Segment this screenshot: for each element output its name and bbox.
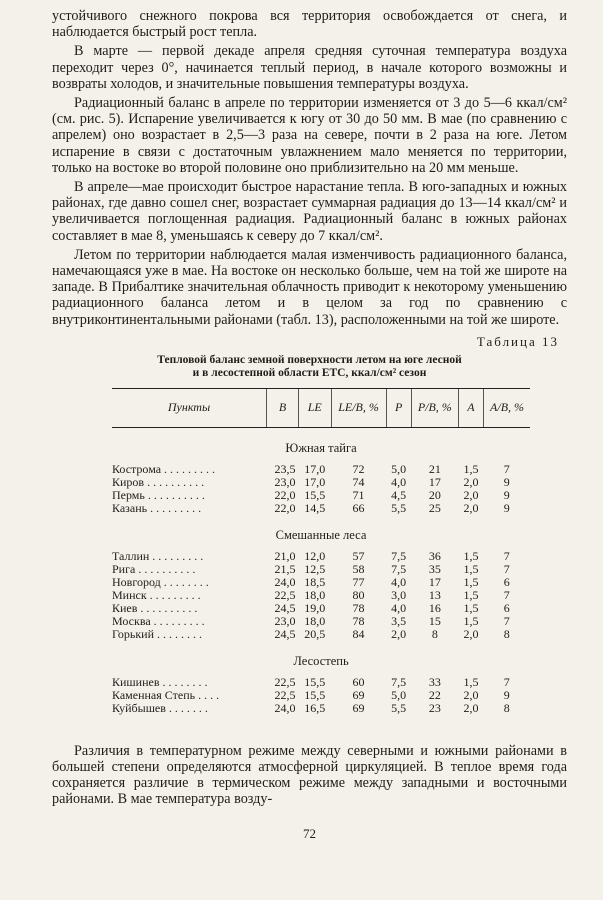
- value-cell: 4,0: [391, 600, 407, 615]
- place-name-cell: Киев . . . . . . . . . .: [112, 600, 198, 615]
- place-name-cell: Куйбышев . . . . . . .: [112, 700, 208, 715]
- value-cell: 4,0: [391, 574, 407, 589]
- value-cell: 2,0: [463, 487, 479, 502]
- table-row: [112, 489, 530, 502]
- value-cell: 8: [503, 626, 510, 641]
- value-cell: 1,5: [463, 600, 479, 615]
- table-row: [112, 502, 530, 515]
- value-cell: 9: [503, 687, 510, 702]
- section-row: [112, 641, 530, 676]
- paragraph-2: В марте — первой декаде апреля средняя суточная температура воздуха переходит через 0°, начинается теплый период, в начале которого возможны и возвраты холодов, и значительные повышения температуры воздуха.: [52, 43, 567, 92]
- value-cell: 5,0: [391, 687, 407, 702]
- paragraph-1: устойчивого снежного покрова вся территория освобождается от снега, и наблюдается быстрый рост тепла.: [52, 8, 567, 41]
- value-cell: 24,0: [274, 574, 296, 589]
- value-cell: 1,5: [463, 613, 479, 628]
- table-row: [112, 576, 530, 589]
- value-cell: 36: [428, 548, 441, 563]
- value-cell: 14,5: [304, 500, 326, 515]
- table-row: [112, 615, 530, 628]
- value-cell: 4,0: [391, 474, 407, 489]
- value-cell: 24,5: [274, 600, 296, 615]
- value-cell: 2,0: [463, 474, 479, 489]
- value-cell: 18,0: [304, 587, 326, 602]
- place-name-cell: Киров . . . . . . . . . .: [112, 474, 205, 489]
- place-name-cell: Казань . . . . . . . . .: [112, 500, 202, 515]
- value-cell: 74: [352, 474, 365, 489]
- header-le: LE: [299, 388, 332, 427]
- value-cell: 12,5: [304, 561, 326, 576]
- header-p-b: P/B, %: [411, 388, 458, 427]
- place-name-cell: Кострома . . . . . . . . .: [112, 461, 216, 476]
- value-cell: 5,5: [391, 500, 407, 515]
- table-title: [52, 354, 567, 380]
- value-cell: 23,5: [274, 461, 296, 476]
- value-cell: 22,0: [274, 500, 296, 515]
- value-cell: 7,5: [391, 548, 407, 563]
- section-heading: Смешанные леса: [275, 527, 367, 542]
- paragraph-5: Летом по территории наблюдается малая изменчивость радиационного баланса, намечающаяся уже в мае. На востоке он несколько больше, чем на той же широте на западе. В Прибалтике значительная облачность приводит к некоторому уменьшению радиационного баланса летом и в целом за год по сравнению с внутриконтинентальными районами (табл. 13), расположенными на той же широте.: [52, 246, 567, 328]
- table-title-line-1: Тепловой баланс земной поверхности летом на юге лесной: [157, 353, 462, 366]
- value-cell: 12,0: [304, 548, 326, 563]
- table-row: [112, 628, 530, 641]
- header-a-b: A/B, %: [484, 388, 530, 427]
- value-cell: 15,5: [304, 674, 326, 689]
- place-name-cell: Новгород . . . . . . . .: [112, 574, 209, 589]
- value-cell: 16: [428, 600, 441, 615]
- table-title-line-2: и в лесостепной области ЕТС, ккал/см² сезон: [192, 366, 427, 379]
- value-cell: 17,0: [304, 461, 326, 476]
- value-cell: 21,0: [274, 548, 296, 563]
- table-row: [112, 563, 530, 576]
- value-cell: 35: [428, 561, 441, 576]
- heat-balance-table: [112, 388, 530, 715]
- value-cell: 22: [428, 687, 441, 702]
- value-cell: 2,0: [463, 626, 479, 641]
- section-heading: Южная тайга: [285, 440, 357, 455]
- section-row: [112, 515, 530, 550]
- value-cell: 5,5: [391, 700, 407, 715]
- value-cell: 23: [428, 700, 441, 715]
- paragraph-6: Различия в температурном режиме между северными и южными районами в большей степени определяются атмосферной циркуляцией. В теплое время года сохраняется различие в термическом режиме между западными и восточными районами. В мае температура возду-: [52, 742, 567, 808]
- value-cell: 80: [352, 587, 365, 602]
- value-cell: 57: [352, 548, 365, 563]
- value-cell: 7: [503, 613, 510, 628]
- value-cell: 15,5: [304, 487, 326, 502]
- value-cell: 20: [428, 487, 441, 502]
- table-row: [112, 676, 530, 689]
- value-cell: 2,0: [391, 626, 407, 641]
- value-cell: 21,5: [274, 561, 296, 576]
- table-row: [112, 476, 530, 489]
- value-cell: 78: [352, 600, 365, 615]
- table-caption: Таблица 13: [476, 333, 559, 349]
- value-cell: 69: [352, 687, 365, 702]
- table-row: [112, 702, 530, 715]
- value-cell: 7: [503, 561, 510, 576]
- table-row: [112, 550, 530, 563]
- header-a: A: [458, 388, 483, 427]
- header-le-b: LE/B, %: [331, 388, 386, 427]
- value-cell: 78: [352, 613, 365, 628]
- value-cell: 58: [352, 561, 365, 576]
- value-cell: 9: [503, 474, 510, 489]
- value-cell: 21: [428, 461, 441, 476]
- value-cell: 25: [428, 500, 441, 515]
- value-cell: 16,5: [304, 700, 326, 715]
- value-cell: 84: [352, 626, 365, 641]
- place-name-cell: Таллин . . . . . . . . .: [112, 548, 204, 563]
- value-cell: 8: [503, 700, 510, 715]
- value-cell: 22,0: [274, 487, 296, 502]
- value-cell: 60: [352, 674, 365, 689]
- header-p: P: [386, 388, 411, 427]
- value-cell: 22,5: [274, 687, 296, 702]
- value-cell: 9: [503, 487, 510, 502]
- value-cell: 23,0: [274, 613, 296, 628]
- place-name-cell: Рига . . . . . . . . . .: [112, 561, 196, 576]
- value-cell: 71: [352, 487, 365, 502]
- section-heading: Лесостепь: [293, 653, 349, 668]
- header-b: B: [267, 388, 299, 427]
- value-cell: 4,5: [391, 487, 407, 502]
- value-cell: 9: [503, 500, 510, 515]
- table-row: [112, 589, 530, 602]
- paragraph-3: Радиационный баланс в апреле по территории изменяется от 3 до 5—6 ккал/см² (см. рис. 5). Испарение увеличивается к югу от 30 до 50 мм. В мае (по сравнению с апрелем) оно возрастает в 2,5—3 раза на севере, почти в 2 раза на юге. Летом испарение в связи с достаточным увлажнением мало меняется по территории, только на востоке во второй половине оно приблизительно на 20 мм меньше.: [52, 95, 567, 176]
- header-place: Пункты: [112, 388, 267, 427]
- value-cell: 6: [503, 574, 510, 589]
- value-cell: 15: [428, 613, 441, 628]
- value-cell: 22,5: [274, 587, 296, 602]
- value-cell: 69: [352, 700, 365, 715]
- place-name-cell: Пермь . . . . . . . . . .: [112, 487, 205, 502]
- value-cell: 7,5: [391, 561, 407, 576]
- table-row: [112, 602, 530, 615]
- value-cell: 1,5: [463, 574, 479, 589]
- value-cell: 17: [428, 574, 441, 589]
- value-cell: 20,5: [304, 626, 326, 641]
- table-header-row: [112, 388, 530, 427]
- value-cell: 7: [503, 587, 510, 602]
- value-cell: 17,0: [304, 474, 326, 489]
- value-cell: 66: [352, 500, 365, 515]
- value-cell: 3,0: [391, 587, 407, 602]
- value-cell: 18,0: [304, 613, 326, 628]
- table-body: [112, 427, 530, 715]
- value-cell: 19,0: [304, 600, 326, 615]
- value-cell: 24,0: [274, 700, 296, 715]
- value-cell: 23,0: [274, 474, 296, 489]
- place-name-cell: Кишинев . . . . . . . .: [112, 674, 208, 689]
- value-cell: 72: [352, 461, 365, 476]
- value-cell: 2,0: [463, 687, 479, 702]
- value-cell: 1,5: [463, 461, 479, 476]
- table-row: [112, 689, 530, 702]
- value-cell: 7,5: [391, 674, 407, 689]
- value-cell: 1,5: [463, 587, 479, 602]
- value-cell: 22,5: [274, 674, 296, 689]
- value-cell: 5,0: [391, 461, 407, 476]
- bottom-text: [52, 743, 567, 808]
- value-cell: 1,5: [463, 561, 479, 576]
- value-cell: 18,5: [304, 574, 326, 589]
- value-cell: 77: [352, 574, 365, 589]
- place-name-cell: Горький . . . . . . . .: [112, 626, 203, 641]
- value-cell: 33: [428, 674, 441, 689]
- value-cell: 17: [428, 474, 441, 489]
- top-text: [52, 8, 567, 328]
- value-cell: 6: [503, 600, 510, 615]
- place-name-cell: Москва . . . . . . . . .: [112, 613, 205, 628]
- value-cell: 1,5: [463, 674, 479, 689]
- value-cell: 7: [503, 674, 510, 689]
- section-row: [112, 427, 530, 463]
- value-cell: 2,0: [463, 500, 479, 515]
- paragraph-4: В апреле—мае происходит быстрое нарастание тепла. В юго-западных и южных районах, где давно сошел снег, возрастает суммарная радиация до 13—14 ккал/см² и увеличивается поглощенная радиация. Радиационный баланс в южных районах составляет в мае 8, уменьшаясь к северу до 7 ккал/см².: [52, 179, 567, 244]
- page-number: 72: [303, 825, 316, 841]
- place-name-cell: Каменная Степь . . . .: [112, 687, 220, 702]
- table-row: [112, 463, 530, 476]
- value-cell: 7: [503, 548, 510, 563]
- value-cell: 13: [428, 587, 441, 602]
- value-cell: 2,0: [463, 700, 479, 715]
- value-cell: 3,5: [391, 613, 407, 628]
- value-cell: 1,5: [463, 548, 479, 563]
- value-cell: 24,5: [274, 626, 296, 641]
- value-cell: 7: [503, 461, 510, 476]
- value-cell: 8: [431, 626, 438, 641]
- place-name-cell: Минск . . . . . . . . .: [112, 587, 201, 602]
- value-cell: 15,5: [304, 687, 326, 702]
